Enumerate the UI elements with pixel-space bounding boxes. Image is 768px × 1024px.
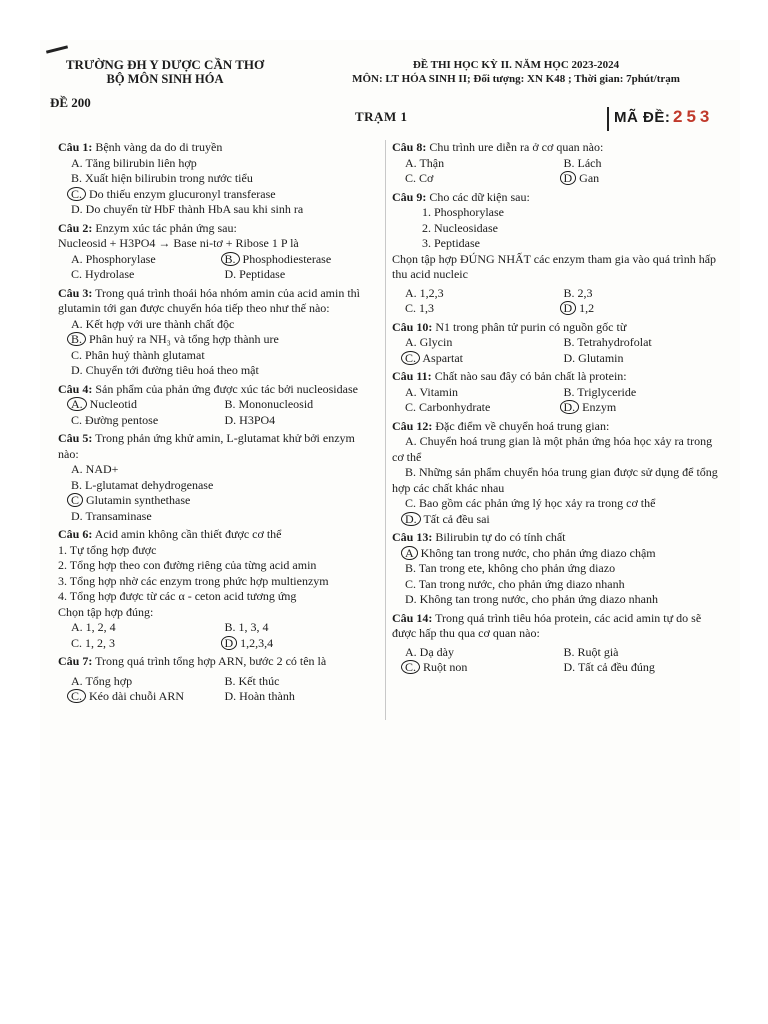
question-text: Đặc điểm về chuyển hoá trung gian: — [435, 418, 610, 433]
question-number: Câu 11: — [392, 369, 432, 383]
option-a: A. NAD+ — [71, 462, 119, 476]
statement-4: 4. Tổng hợp được từ các α - ceton acid tương ứng — [58, 589, 297, 603]
answer-circle: A — [401, 546, 418, 560]
option-b: B. Triglyceride — [563, 384, 637, 399]
answer-circle: D — [560, 171, 577, 185]
question-number: Câu 9: — [392, 189, 427, 204]
question-text: Trong phản ứng khử amin, L-glutamat khử bởi enzym nào: — [58, 431, 355, 461]
option-b: B. Lách — [563, 155, 602, 170]
left-column — [58, 140, 378, 706]
exam-code-box — [607, 105, 727, 133]
question-text: Trong quá trình tiêu hóa protein, các acid amin tự do sẽ được hấp thu qua cơ quan nào: — [392, 610, 702, 640]
option-b: B. Mononucleosid — [224, 397, 314, 411]
question-14 — [392, 611, 722, 676]
question-text-2: Nucleosid + H3PO4 → Base ni-tơ + Ribose 1 P là — [58, 236, 299, 250]
statement-2: 2. Nucleosidase — [422, 220, 498, 235]
option-a: A. Tổng hợp — [71, 673, 133, 688]
options-grid — [58, 252, 378, 283]
statement-3: 3. Tổng hợp nhờ các enzym trong phức hợp multienzym — [58, 573, 329, 588]
option-d: D. Tất cả đều sai — [392, 512, 722, 528]
exam-set-code: ĐỀ 200 — [50, 95, 91, 110]
statement-1: 1. Tự tổng hợp được — [58, 542, 157, 557]
option-b: B. Kết thúc — [224, 673, 280, 688]
option-d: D. Glutamin — [563, 350, 624, 365]
answer-circle: C — [67, 493, 83, 507]
option-a: A. Nucleotid — [71, 397, 225, 413]
option-b: B. L-glutamat dehydrogenase — [71, 477, 214, 492]
option-c: C. Aspartat — [405, 351, 564, 367]
option-a: A. Vitamin — [405, 384, 459, 399]
option-c: C. Ruột non — [405, 660, 564, 676]
exam-code-label: MÃ ĐỀ: — [614, 109, 671, 126]
option-b: B. Phân huỷ ra NH₃ và tổng hợp thành ure — [58, 332, 378, 348]
answer-circle: D — [560, 301, 577, 315]
option-d: D. Không tan trong nước, cho phản ứng diazo nhanh — [405, 592, 658, 606]
question-text: Enzym xúc tác phản ứng sau: — [95, 220, 237, 235]
option-c: C. 1,3 — [405, 301, 435, 315]
choose-prompt: Chọn tập hợp ĐÚNG NHẤT các enzym tham gia vào quá trình hấp thu acid nucleic — [392, 251, 717, 281]
question-text: Sản phẩm của phản ứng được xúc tác bởi nucleosidase — [95, 381, 358, 396]
options-grid — [392, 335, 722, 366]
question-number: Câu 4: — [58, 381, 93, 396]
option-b: B. 2,3 — [563, 285, 593, 300]
option-a: A. Dạ dày — [405, 644, 454, 659]
option-b: B. Những sản phẩm chuyển hóa trung gian được sử dụng để tổng hợp các chất khác nhau — [392, 465, 718, 495]
option-d: D. H3PO4 — [224, 412, 276, 427]
option-a: A. Glycin — [405, 335, 453, 349]
option-c: C. 1, 2, 3 — [71, 635, 116, 650]
option-b: B. Tan trong ete, không cho phản ứng diazo — [405, 561, 616, 575]
question-3 — [58, 286, 378, 379]
question-text: Bệnh vàng da do di truyền — [95, 140, 223, 154]
question-10 — [392, 320, 722, 367]
option-c: C. Đường pentose — [71, 412, 159, 427]
question-number: Câu 13: — [392, 530, 433, 544]
question-11 — [392, 369, 722, 416]
column-divider — [385, 140, 386, 720]
option-c: C. Kéo dài chuỗi ARN — [71, 689, 225, 705]
option-a: A. 1, 2, 4 — [71, 620, 116, 634]
option-c: C. Do thiếu enzym glucuronyl transferase — [58, 187, 378, 203]
question-number: Câu 5: — [58, 431, 93, 445]
option-d: D 1,2,3,4 — [225, 636, 379, 652]
right-column — [392, 140, 722, 677]
answer-circle: D. — [560, 400, 580, 414]
option-b: B. Tetrahydrofolat — [563, 335, 652, 349]
statement-1: 1. Phosphorylase — [422, 205, 504, 219]
question-1 — [58, 140, 378, 218]
option-a: A. Phosphorylase — [71, 251, 156, 266]
option-d: D. Do chuyển từ HbF thành HbA sau khi sinh ra — [71, 202, 304, 216]
question-2 — [58, 221, 378, 283]
answer-circle: C. — [401, 660, 420, 674]
question-text: N1 trong phân tử purin có nguồn gốc từ — [435, 319, 627, 334]
option-b: B. 1, 3, 4 — [224, 620, 269, 634]
question-number: Câu 10: — [392, 319, 433, 334]
school-header — [55, 58, 275, 86]
question-text: Trong quá trình thoái hóa nhóm amin của acid amin thì glutamin tới gan được chuyển hóa tiếp theo như thế nào: — [58, 285, 360, 315]
answer-circle: D. — [401, 512, 421, 526]
option-a: A. Kết hợp với ure thành chất độc — [71, 316, 235, 331]
statement-2: 2. Tổng hợp theo con đường riêng của từng acid amin — [58, 558, 317, 572]
question-5 — [58, 431, 378, 524]
question-8 — [392, 140, 722, 187]
options-grid — [58, 620, 378, 651]
answer-circle: C. — [401, 351, 420, 365]
option-a: A. Chuyển hoá trung gian là một phản ứng hóa học xảy ra trong cơ thể — [392, 434, 713, 464]
option-b: B. Phosphodiesterase — [225, 252, 379, 268]
option-a: A. Tăng bilirubin liên hợp — [71, 155, 197, 170]
question-text: Acid amin không cần thiết được cơ thể — [94, 527, 282, 541]
option-d: D. Enzym — [564, 400, 723, 416]
question-text: Chu trình ure diễn ra ở cơ quan nào: — [429, 140, 604, 154]
answer-circle: C. — [67, 187, 86, 201]
question-text: Cho các dữ kiện sau: — [429, 189, 530, 204]
statement-3: 3. Peptidase — [422, 236, 480, 250]
question-7 — [58, 654, 378, 705]
question-13 — [392, 530, 722, 608]
option-c: C. Bao gồm các phản ứng lý học xảy ra trong cơ thể — [405, 496, 656, 510]
option-a: A. Thận — [405, 155, 445, 170]
option-d: D. Hoàn thành — [224, 689, 295, 703]
option-c: C. Cơ — [405, 171, 434, 185]
option-c: C. Phân huỷ thành glutamat — [71, 347, 205, 362]
answer-circle: A. — [67, 397, 87, 411]
question-number: Câu 7: — [58, 654, 93, 668]
options-grid — [392, 385, 722, 416]
answer-circle: B. — [221, 252, 240, 266]
option-a: A Không tan trong nước, cho phản ứng diazo chậm — [392, 546, 722, 562]
option-d: D. Chuyển tới đường tiêu hoá theo mật — [71, 363, 259, 377]
question-6 — [58, 527, 378, 651]
answer-circle: C. — [67, 689, 86, 703]
exam-title: ĐỀ THI HỌC KỲ II. NĂM HỌC 2023-2024 — [412, 59, 620, 71]
option-c: C. Tan trong nước, cho phản ứng diazo nhanh — [405, 576, 625, 591]
option-b: B. Ruột già — [563, 644, 619, 659]
options-grid — [58, 397, 378, 428]
question-12 — [392, 419, 722, 528]
question-number: Câu 8: — [392, 140, 427, 154]
option-d: D 1,2 — [564, 301, 723, 317]
answer-circle: D — [221, 636, 238, 650]
exam-code-value: 253 — [673, 107, 714, 126]
option-d: D. Tất cả đều đúng — [563, 660, 655, 674]
question-text: Trong quá trình tổng hợp ARN, bước 2 có tên là — [95, 654, 327, 668]
question-number: Câu 1: — [58, 140, 93, 154]
option-d: D Gan — [564, 171, 723, 187]
question-4 — [58, 382, 378, 429]
question-number: Câu 14: — [392, 610, 433, 625]
options-grid — [58, 674, 378, 705]
school-name: TRƯỜNG ĐH Y DƯỢC CẦN THƠ — [65, 57, 265, 72]
options-grid — [392, 156, 722, 187]
options-grid — [392, 645, 722, 676]
answer-circle: B. — [67, 332, 86, 346]
station-title: TRẠM 1 — [355, 109, 408, 124]
option-c: C. Hydrolase — [71, 267, 135, 281]
exam-info: MÔN: LT HÓA SINH II; Đối tượng: XN K48 ; Thời gian: 7phút/trạm — [352, 73, 680, 85]
exam-header — [296, 58, 736, 86]
question-number: Câu 6: — [58, 527, 93, 541]
question-9 — [392, 190, 722, 317]
question-text: Bilirubin tự do có tính chất — [435, 530, 566, 544]
option-a: A. 1,2,3 — [405, 285, 444, 300]
question-number: Câu 3: — [58, 285, 93, 300]
option-c: C Glutamin synthethase — [58, 493, 378, 509]
exam-code-divider — [607, 107, 609, 131]
options-grid — [392, 286, 722, 317]
question-text: Chất nào sau đây có bản chất là protein: — [434, 369, 627, 383]
option-b: B. Xuất hiện bilirubin trong nước tiểu — [71, 171, 253, 185]
department-name: BỘ MÔN SINH HÓA — [106, 72, 224, 86]
choose-prompt: Chọn tập hợp đúng: — [58, 604, 154, 619]
option-c: C. Carbonhydrate — [405, 400, 491, 414]
option-d: D. Transaminase — [71, 508, 152, 523]
question-number: Câu 2: — [58, 220, 93, 235]
option-d: D. Peptidase — [224, 267, 286, 281]
question-number: Câu 12: — [392, 418, 433, 433]
